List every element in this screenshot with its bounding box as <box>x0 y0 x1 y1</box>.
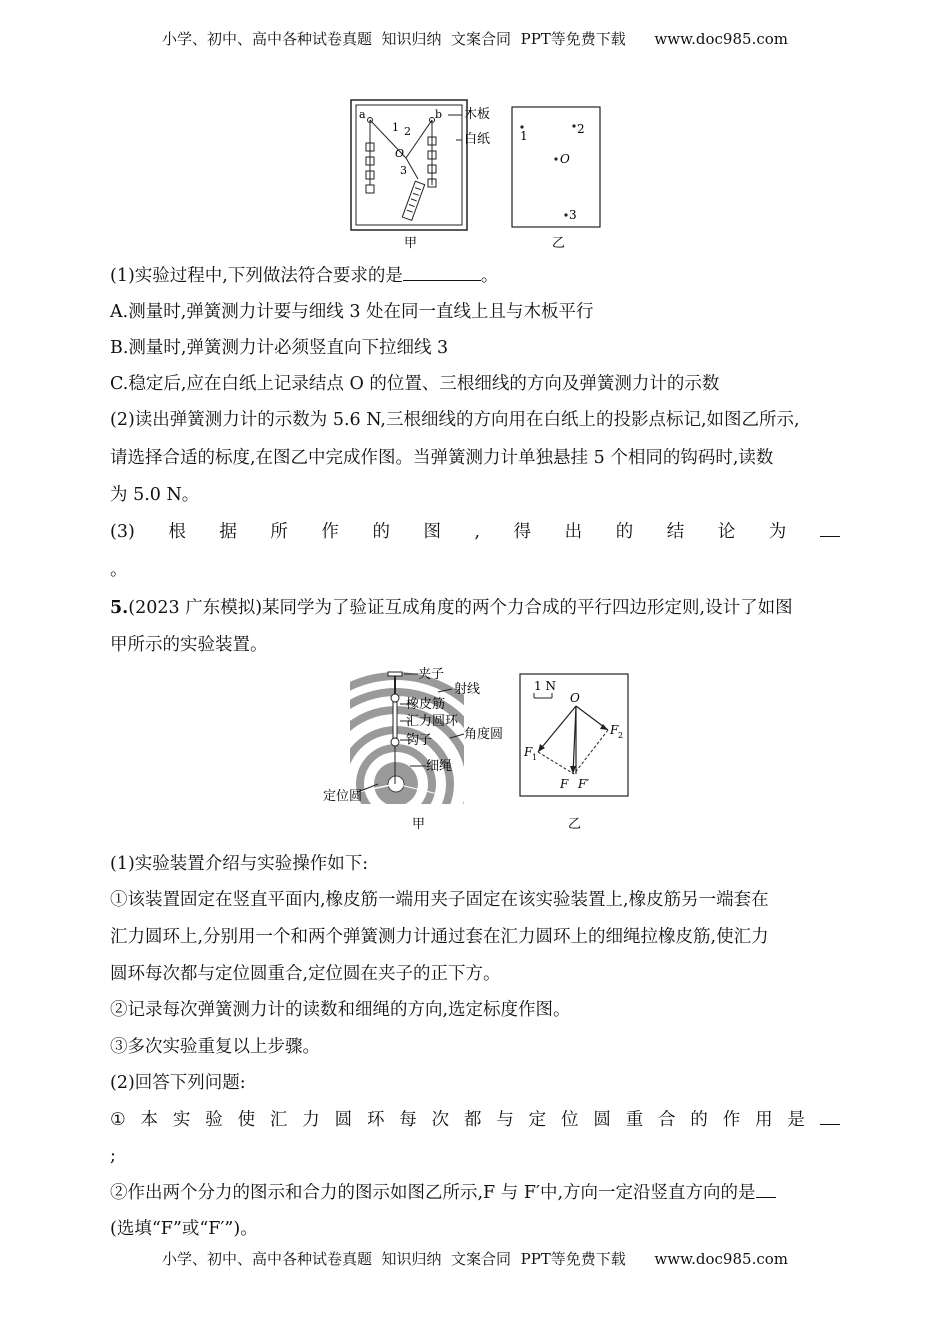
scale-label: 1 N <box>534 679 556 693</box>
label-ring: 汇力圆环 <box>406 714 459 729</box>
q5-s4: (2)回答下列问题: <box>110 1073 246 1093</box>
q5-s1a: ①该装置固定在竖直平面内,橡皮筋一端用夹子固定在该实验装置上,橡皮筋另一端套在 <box>110 890 769 910</box>
q5-s3: ③多次实验重复以上步骤。 <box>110 1037 320 1057</box>
label-F-prime: F′ <box>578 777 590 791</box>
point-2: 2 <box>577 122 585 136</box>
label-b: b <box>435 108 443 121</box>
caption-yi: 乙 <box>552 236 566 251</box>
label-band: 橡皮筋 <box>406 697 446 712</box>
figure-1 <box>340 95 620 255</box>
caption-jia: 甲 <box>404 236 418 251</box>
q5-question-1-end: ; <box>110 1146 116 1166</box>
label-rope: 细绳 <box>426 759 453 774</box>
option-B: B.测量时,弹簧测力计必须竖直向下拉细线 3 <box>110 338 449 358</box>
label-3: 3 <box>400 164 407 177</box>
q4-part3-end: 。 <box>110 560 128 580</box>
q5-s1: (1)实验装置介绍与实验操作如下: <box>110 854 369 874</box>
label-ray: 射线 <box>454 682 481 697</box>
label-F1: F <box>524 745 533 759</box>
q4-part1: (1)实验过程中,下列做法符合要求的是 。 <box>110 266 499 286</box>
label-position-circle: 定位圆 <box>323 789 363 804</box>
label-F2-sub: 2 <box>618 731 624 740</box>
page-footer: 小学、初中、高中各种试卷真题 知识归纳 文案合同 PPT等免费下载 www.doc985.com <box>161 1250 788 1268</box>
label-O: O <box>395 147 405 160</box>
caption-yi-2: 乙 <box>568 817 582 832</box>
label-1: 1 <box>392 121 399 134</box>
q4-part2-line2: 请选择合适的标度,在图乙中完成作图。当弹簧测力计单独悬挂 5 个相同的钩码时,读数 <box>110 448 774 468</box>
answer-blank[interactable] <box>820 1108 840 1125</box>
point-1: 1 <box>520 129 528 143</box>
label-F1-sub: 1 <box>532 753 538 762</box>
q4-part3: (3) 根 据 所 作 的 图 , 得 出 的 结 论 为 <box>110 520 840 544</box>
q5-s2: ②记录每次弹簧测力计的读数和细绳的方向,选定标度作图。 <box>110 1000 571 1020</box>
label-a: a <box>359 108 366 121</box>
label-F: F <box>560 777 569 791</box>
label-clip: 夹子 <box>418 667 445 682</box>
point-O: O <box>560 152 570 166</box>
q5-question-2-end: (选填“F”或“F′”)。 <box>110 1219 258 1239</box>
point-3: 3 <box>569 208 577 222</box>
figure-2 <box>318 662 638 838</box>
label-F2: F <box>610 723 619 737</box>
q5-intro: 5.(2023 广东模拟)某同学为了验证互成角度的两个力合成的平行四边形定则,设计了如图 <box>110 598 793 618</box>
q5-s1b: 汇力圆环上,分别用一个和两个弹簧测力计通过套在汇力圆环上的细绳拉橡皮筋,使汇力 <box>110 927 769 947</box>
label-2: 2 <box>404 125 411 138</box>
q4-part2-line1: (2)读出弹簧测力计的示数为 5.6 N,三根细线的方向用在白纸上的投影点标记,如图乙所示, <box>110 410 800 430</box>
label-O-2: O <box>570 691 580 705</box>
answer-blank[interactable] <box>403 264 481 281</box>
option-A: A.测量时,弹簧测力计要与细线 3 处在同一直线上且与木板平行 <box>110 302 594 322</box>
q5-question-1: ① 本 实 验 使 汇 力 圆 环 每 次 都 与 定 位 圆 重 合 的 作 用 是 <box>110 1108 840 1132</box>
q5-intro-2: 甲所示的实验装置。 <box>110 635 268 655</box>
answer-blank[interactable] <box>756 1181 776 1198</box>
q5-s1c: 圆环每次都与定位圆重合,定位圆在夹子的正下方。 <box>110 964 501 984</box>
q4-part2-line3: 为 5.0 N。 <box>110 485 200 505</box>
label-paper: 白纸 <box>464 132 491 147</box>
q5-question-2: ②作出两个分力的图示和合力的图示如图乙所示,F 与 F′中,方向一定沿竖直方向的是 <box>110 1181 840 1205</box>
page-header: 小学、初中、高中各种试卷真题 知识归纳 文案合同 PPT等免费下载 www.doc985.com <box>161 30 788 48</box>
label-hook: 钩子 <box>406 733 433 748</box>
option-C: C.稳定后,应在白纸上记录结点 O 的位置、三根细线的方向及弹簧测力计的示数 <box>110 374 720 394</box>
label-angle-circle: 角度圆 <box>464 727 504 742</box>
caption-jia-2: 甲 <box>412 817 426 832</box>
label-board: 木板 <box>464 107 491 122</box>
answer-blank[interactable] <box>820 520 840 537</box>
